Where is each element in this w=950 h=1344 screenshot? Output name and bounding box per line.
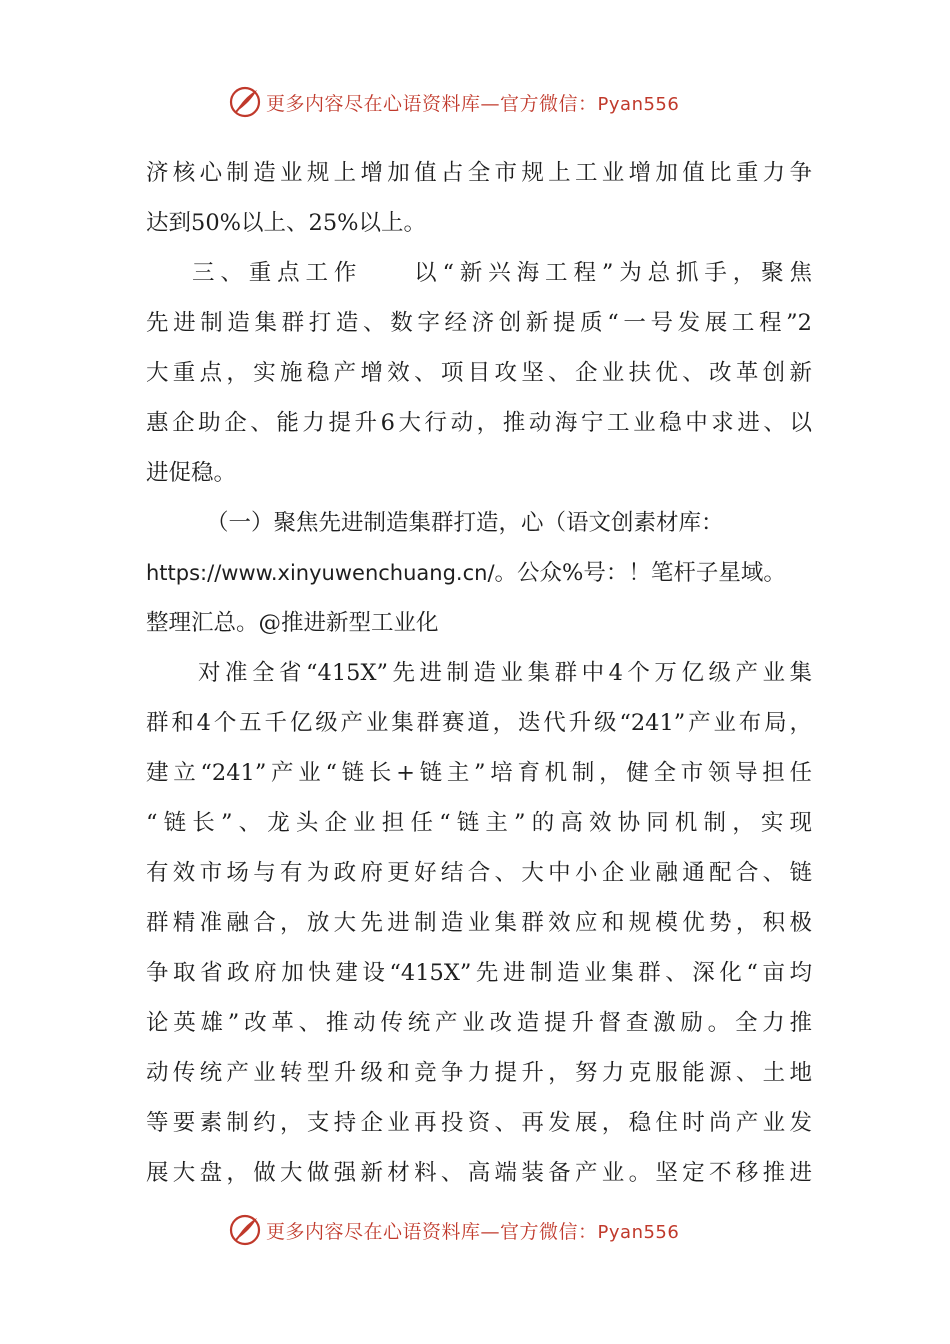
subsection-heading: （一）聚焦先进制造集群打造，心（语文创素材库： bbox=[206, 510, 724, 536]
paragraph-line: 整理汇总。@推进新型工业化 bbox=[146, 610, 439, 636]
paragraph-text: 。公众%号：！笔杆子星域。 bbox=[494, 560, 786, 586]
paragraph-line: 群精准融合，放大先进制造业集群效应和规模优势，积极 bbox=[146, 910, 812, 936]
paragraph-line: 展大盘，做大做强新材料、高端装备产业。坚定不移推进 bbox=[146, 1160, 812, 1186]
paragraph-line: 先进制造集群打造、数字经济创新提质“一号发展工程”2 bbox=[146, 310, 812, 336]
footer-watermark-banner bbox=[228, 1212, 728, 1248]
paragraph-line: 大重点，实施稳产增效、项目攻坚、企业扶优、改革创新 bbox=[146, 360, 812, 386]
paragraph-line: “链长”、龙头企业担任“链主”的高效协同机制，实现 bbox=[146, 810, 812, 836]
paragraph-text: 以“新兴海工程”为总抓手，聚焦 bbox=[408, 260, 812, 286]
paragraph-line: 等要素制约，支持企业再投资、再发展，稳住时尚产业发 bbox=[146, 1110, 812, 1136]
banner-text: 更多内容尽在心语资料库—官方微信：Pyan556 bbox=[266, 1220, 680, 1243]
header-watermark-banner bbox=[228, 84, 728, 120]
paragraph-line bbox=[146, 548, 812, 598]
paragraph-line: 争取省政府加快建设“415X”先进制造业集群、深化“亩均 bbox=[146, 960, 812, 986]
section-heading-line bbox=[146, 248, 812, 298]
paragraph-line: 建立“241”产业“链长+链主”培育机制，健全市领导担任 bbox=[146, 760, 812, 786]
paragraph-line: 惠企助企、能力提升6大行动，推动海宁工业稳中求进、以 bbox=[146, 410, 812, 436]
paragraph-line: 达到50%以上、25%以上。 bbox=[146, 210, 427, 236]
document-body bbox=[146, 148, 812, 1198]
paragraph-line: 动传统产业转型升级和竞争力提升，努力克服能源、土地 bbox=[146, 1060, 812, 1086]
paragraph-line: 对准全省“415X”先进制造业集群中4个万亿级产业集 bbox=[198, 660, 812, 686]
quill-logo-icon bbox=[228, 85, 262, 119]
quill-logo-icon bbox=[228, 1213, 262, 1247]
paragraph-line: 论英雄”改革、推动传统产业改造提升督查激励。全力推 bbox=[146, 1010, 812, 1036]
paragraph-line: 济核心制造业规上增加值占全市规上工业增加值比重力争 bbox=[146, 160, 812, 186]
paragraph-line: 有效市场与有为政府更好结合、大中小企业融通配合、链 bbox=[146, 860, 812, 886]
section-heading: 三、重点工作 bbox=[192, 260, 363, 286]
source-url: https://www.xinyuwenchuang.cn/ bbox=[146, 561, 495, 585]
paragraph-line: 群和4个五千亿级产业集群赛道，迭代升级“241”产业布局， bbox=[146, 710, 812, 736]
banner-text: 更多内容尽在心语资料库—官方微信：Pyan556 bbox=[266, 92, 680, 115]
paragraph-line: 进促稳。 bbox=[146, 460, 237, 486]
